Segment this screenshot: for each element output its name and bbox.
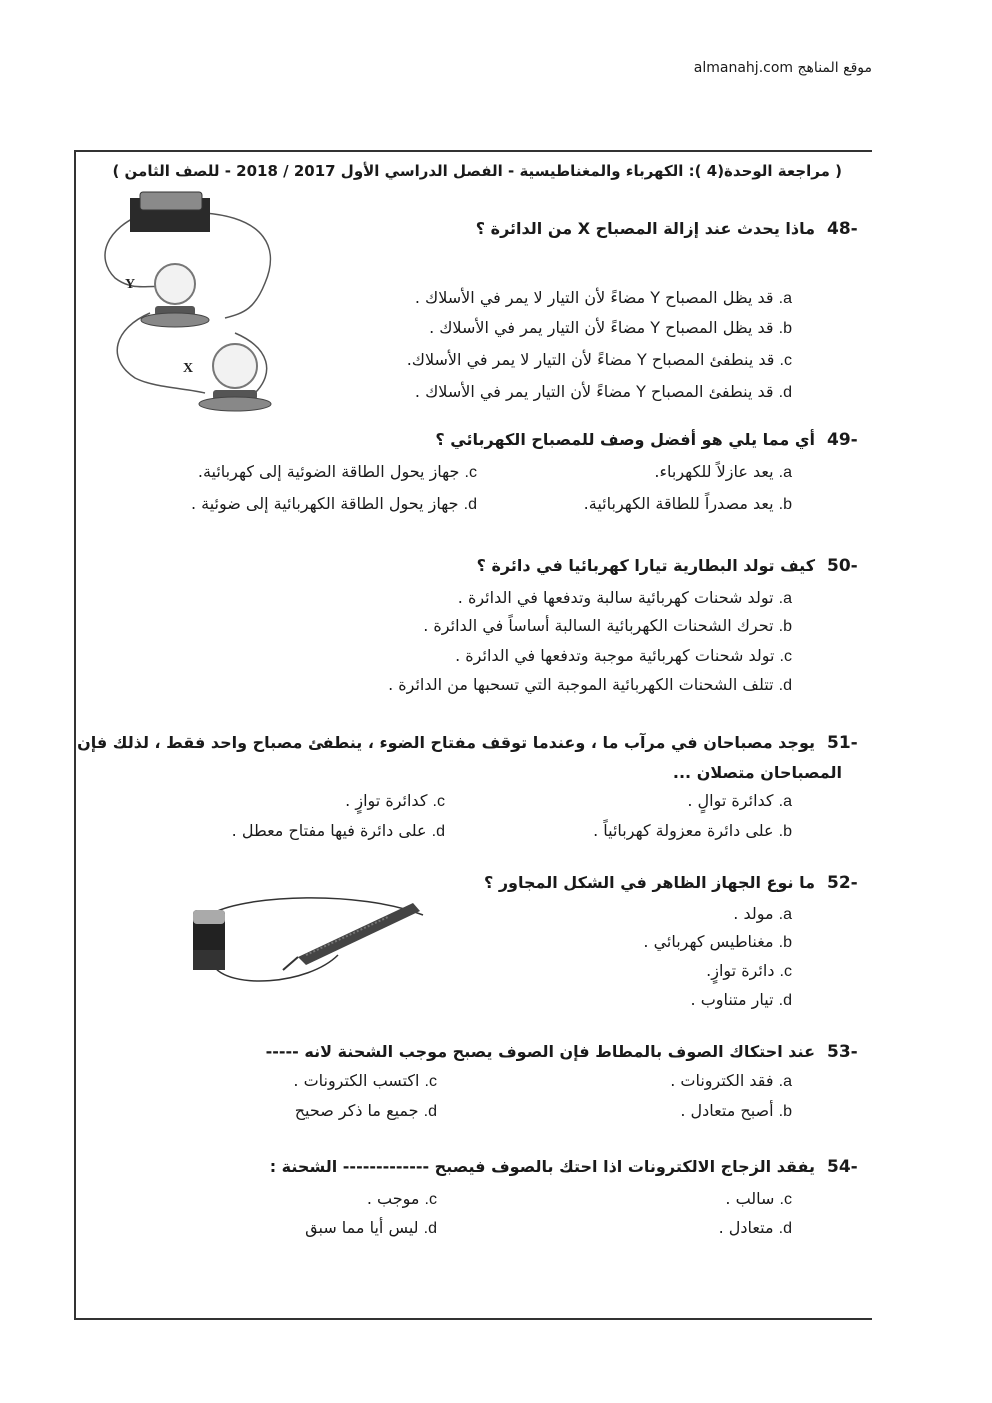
option-text	[643, 932, 792, 952]
question-text: ما نوع الجهاز الظاهر في الشكل المجاور ؟	[483, 873, 815, 892]
option-label: تحرك الشحنات الكهربائية السالبة أساساً في الدائرة .	[423, 616, 774, 635]
label-y: Y	[125, 277, 136, 292]
option-text	[670, 1071, 792, 1091]
option-label: متعادل .	[718, 1218, 774, 1237]
option-text	[691, 990, 792, 1010]
option-label: تولد شحنات كهربائية موجبة وتدفعها في الدائرة .	[455, 646, 775, 665]
option-label: تولد شحنات كهربائية سالبة وتدفعها في الدائرة .	[457, 588, 774, 607]
question-number: 50-	[827, 556, 858, 576]
option-text	[415, 288, 792, 308]
option-text	[295, 1101, 437, 1121]
option-label: قد ينطفئ المصباح Y مضاءً لأن التيار يمر في الأسلاك .	[414, 382, 774, 401]
option-text	[367, 1189, 437, 1209]
option-text	[388, 675, 792, 695]
option-text	[584, 494, 792, 514]
option-label: جميع ما ذكر صحيح	[294, 1101, 419, 1120]
question-text-continued: المصباحان متصلان ...	[672, 763, 842, 782]
option-text	[345, 791, 445, 811]
option-text	[423, 616, 792, 636]
option-label: فقد الكترونات .	[670, 1071, 774, 1090]
option-label: كدائرة توازٍ .	[345, 791, 428, 810]
label-x: X	[183, 361, 194, 376]
option-text	[733, 904, 792, 924]
option-letter: a.	[778, 1073, 792, 1090]
option-letter: b.	[778, 496, 792, 513]
question-text: أي مما يلي هو أفضل وصف للمصباح الكهربائي ؟	[435, 430, 815, 449]
option-text	[305, 1218, 437, 1238]
option-letter: a.	[778, 590, 792, 607]
question-number: 49-	[827, 430, 858, 450]
bulb-x-image	[213, 344, 257, 388]
option-label: يعد مصدراً للطاقة الكهربائية.	[583, 494, 774, 513]
option-label: سالب .	[725, 1189, 775, 1208]
question-text: عند احتكاك الصوف بالمطاط فإن الصوف يصبح موجب الشحنة لانه -----	[265, 1042, 815, 1061]
option-letter: c.	[779, 963, 792, 980]
option-text	[293, 1071, 437, 1091]
option-text	[232, 821, 445, 841]
option-label: قد ينطفئ المصباح Y مضاءً لأن التيار لا يمر في الأسلاك.	[406, 350, 775, 369]
site-label: موقع المناهج almanahj.com	[693, 60, 872, 76]
option-letter: c.	[779, 1191, 792, 1208]
option-letter: c.	[424, 1073, 437, 1090]
question-text: يوجد مصباحان في مرآب ما ، وعندما توقف مفتاح الضوء ، ينطفئ مصباح واحد فقط ، لذلك فإن	[77, 733, 815, 752]
option-label: ليس أيا مما سبق	[305, 1218, 419, 1237]
option-text	[198, 462, 477, 482]
option-label: قد يظل المصباح Y مضاءً لأن التيار يمر في الأسلاك .	[429, 318, 774, 337]
option-letter: a.	[778, 464, 792, 481]
option-letter: d.	[778, 1220, 792, 1237]
option-label: قد يظل المصباح Y مضاءً لأن التيار لا يمر في الأسلاك .	[414, 288, 774, 307]
option-label: جهاز يحول الطاقة الكهربائية إلى ضوئية .	[190, 494, 459, 513]
option-letter: a.	[778, 290, 792, 307]
option-label: جهاز يحول الطاقة الضوئية إلى كهربائية.	[197, 462, 460, 481]
option-text	[593, 821, 792, 841]
option-text	[654, 462, 792, 482]
frame-left-border	[74, 150, 76, 1320]
option-letter: d.	[778, 384, 792, 401]
option-letter: d.	[463, 496, 477, 513]
option-label: أصبح متعادل .	[680, 1101, 774, 1120]
option-letter: b.	[778, 618, 792, 635]
question-text: كيف تولد البطارية تيارا كهربائيا في دائرة ؟	[476, 556, 815, 575]
option-letter: d.	[431, 823, 445, 840]
option-letter: c.	[424, 1191, 437, 1208]
question-number: 53-	[827, 1042, 858, 1062]
option-letter: d.	[423, 1220, 437, 1237]
option-label: يعد عازلاً للكهرباء.	[654, 462, 774, 481]
frame-top-border	[74, 150, 872, 152]
option-text	[429, 318, 792, 338]
question-number: 48-	[827, 219, 858, 239]
option-label: تتلف الشحنات الكهربائية الموجبة التي تسحبها من الدائرة .	[388, 675, 774, 694]
option-text	[458, 588, 792, 608]
question-text: يفقد الزجاج الالكترونات اذا احتك بالصوف فيصبح ------------- الشحنة :	[269, 1157, 815, 1176]
question-number: 54-	[827, 1157, 858, 1177]
option-text	[706, 961, 792, 981]
option-label: اكتسب الكترونات .	[293, 1071, 420, 1090]
option-letter: b.	[778, 934, 792, 951]
option-text	[415, 382, 792, 402]
option-letter: a.	[778, 906, 792, 923]
option-letter: c.	[432, 793, 445, 810]
frame-bottom-border	[74, 1318, 872, 1320]
circuit-figure	[95, 188, 325, 420]
option-label: تيار متناوب .	[690, 990, 774, 1009]
option-label: كدائرة توالٍ .	[687, 791, 774, 810]
electromagnet-figure	[188, 895, 428, 985]
option-letter: b.	[778, 823, 792, 840]
option-letter: c.	[464, 464, 477, 481]
option-label: مولد .	[733, 904, 774, 923]
option-text	[725, 1189, 792, 1209]
option-text	[191, 494, 477, 514]
option-letter: c.	[779, 648, 792, 665]
option-text	[680, 1101, 792, 1121]
option-text	[687, 791, 792, 811]
option-label: على دائرة فيها مفتاح معطل .	[231, 821, 427, 840]
option-label: مغناطيس كهربائي .	[643, 932, 774, 951]
battery-image	[140, 192, 202, 210]
option-label: موجب .	[366, 1189, 420, 1208]
bulb-y-image	[155, 264, 195, 304]
option-label: على دائرة معزولة كهربائياً .	[593, 821, 774, 840]
option-letter: c.	[779, 352, 792, 369]
option-label: دائرة توازٍ.	[706, 961, 775, 980]
question-number: 52-	[827, 873, 858, 893]
option-letter: b.	[778, 320, 792, 337]
option-letter: d.	[423, 1103, 437, 1120]
worksheet-header: ( مراجعة الوحدة(4 ): الكهرباء والمغناطيسية - الفصل الدراسي الأول 2017 / 2018 - للصف الثامن )	[112, 162, 842, 180]
option-text	[719, 1218, 792, 1238]
option-text	[407, 350, 792, 370]
option-letter: a.	[778, 793, 792, 810]
option-letter: d.	[778, 992, 792, 1009]
question-number: 51-	[827, 733, 858, 753]
coil-device-image	[298, 903, 420, 965]
question-text: ماذا يحدث عند إزالة المصباح X من الدائرة ؟	[475, 219, 815, 238]
option-letter: d.	[778, 677, 792, 694]
option-text	[455, 646, 792, 666]
option-letter: b.	[778, 1103, 792, 1120]
